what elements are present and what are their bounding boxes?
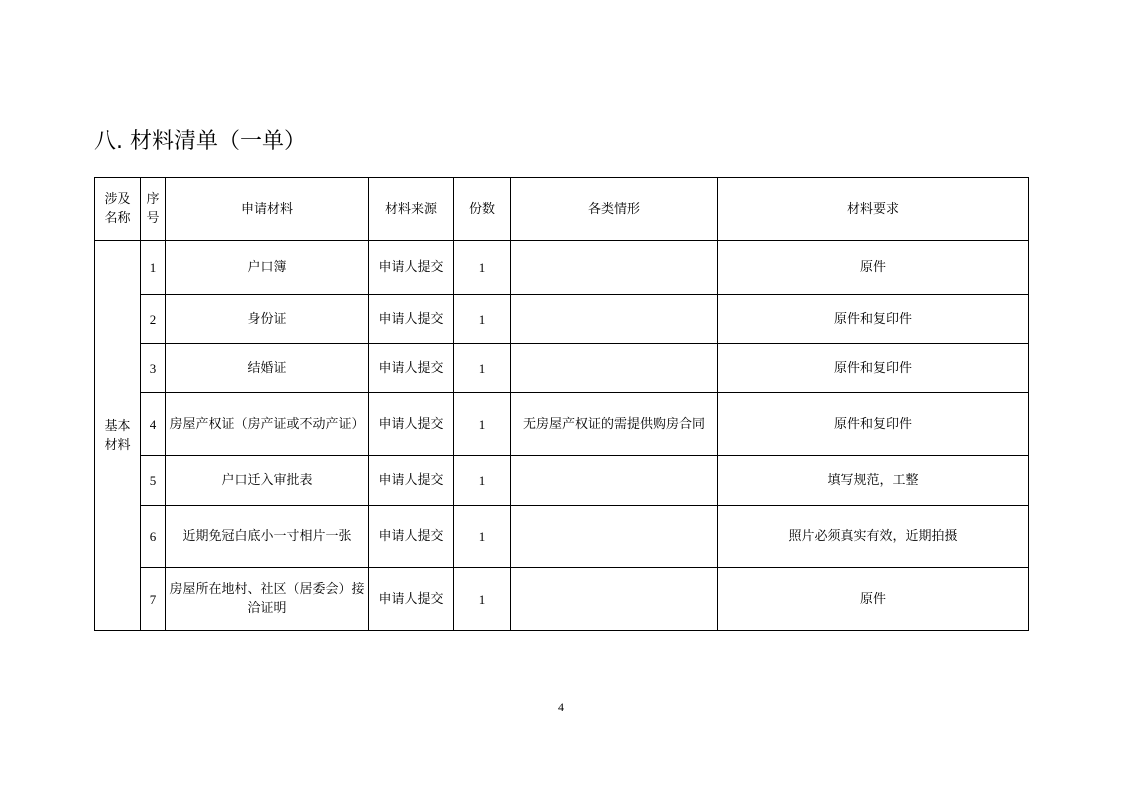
situation-cell: [511, 568, 718, 631]
source-cell: 申请人提交: [369, 456, 454, 506]
page-number: 4: [558, 700, 564, 714]
requirement-cell: 填写规范，工整: [718, 456, 1029, 506]
section-title: 八. 材料清单（一单）: [94, 129, 306, 154]
header-seq: 序号: [141, 178, 166, 241]
table-row: [95, 506, 1029, 568]
seq-cell: 4: [141, 393, 166, 456]
copies-cell: 1: [454, 344, 511, 393]
source-cell: 申请人提交: [369, 393, 454, 456]
situation-cell: [511, 344, 718, 393]
seq-cell: 1: [141, 241, 166, 295]
situation-cell: [511, 456, 718, 506]
requirement-cell: 原件和复印件: [718, 393, 1029, 456]
copies-cell: 1: [454, 241, 511, 295]
requirement-cell: 照片必须真实有效，近期拍摄: [718, 506, 1029, 568]
material-cell: 身份证: [166, 295, 369, 344]
seq-cell: 6: [141, 506, 166, 568]
header-situation: 各类情形: [511, 178, 718, 241]
source-cell: 申请人提交: [369, 506, 454, 568]
material-cell: 房屋产权证（房产证或不动产证）: [166, 393, 369, 456]
table-row: [95, 241, 1029, 295]
seq-cell: 5: [141, 456, 166, 506]
seq-cell: 7: [141, 568, 166, 631]
copies-cell: 1: [454, 295, 511, 344]
copies-cell: 1: [454, 568, 511, 631]
header-source: 材料来源: [369, 178, 454, 241]
material-cell: 结婚证: [166, 344, 369, 393]
header-material: 申请材料: [166, 178, 369, 241]
situation-cell: 无房屋产权证的需提供购房合同: [511, 393, 718, 456]
material-cell: 户口簿: [166, 241, 369, 295]
source-cell: 申请人提交: [369, 344, 454, 393]
header-requirement: 材料要求: [718, 178, 1029, 241]
table-header-row: [95, 178, 1029, 241]
situation-cell: [511, 295, 718, 344]
requirement-cell: 原件和复印件: [718, 295, 1029, 344]
material-cell: 户口迁入审批表: [166, 456, 369, 506]
table-row: [95, 344, 1029, 393]
copies-cell: 1: [454, 506, 511, 568]
header-copies: 份数: [454, 178, 511, 241]
material-cell: 房屋所在地村、社区（居委会）接洽证明: [166, 568, 369, 631]
header-category: 涉及名称: [95, 178, 141, 241]
source-cell: 申请人提交: [369, 295, 454, 344]
materials-table: [94, 177, 1029, 631]
table-row: [95, 393, 1029, 456]
seq-cell: 3: [141, 344, 166, 393]
table-row: [95, 295, 1029, 344]
copies-cell: 1: [454, 456, 511, 506]
situation-cell: [511, 506, 718, 568]
table-row: [95, 456, 1029, 506]
source-cell: 申请人提交: [369, 241, 454, 295]
requirement-cell: 原件和复印件: [718, 344, 1029, 393]
copies-cell: 1: [454, 393, 511, 456]
situation-cell: [511, 241, 718, 295]
requirement-cell: 原件: [718, 568, 1029, 631]
source-cell: 申请人提交: [369, 568, 454, 631]
requirement-cell: 原件: [718, 241, 1029, 295]
seq-cell: 2: [141, 295, 166, 344]
table-row: [95, 568, 1029, 631]
category-cell: 基本材料: [95, 241, 141, 631]
material-cell: 近期免冠白底小一寸相片一张: [166, 506, 369, 568]
